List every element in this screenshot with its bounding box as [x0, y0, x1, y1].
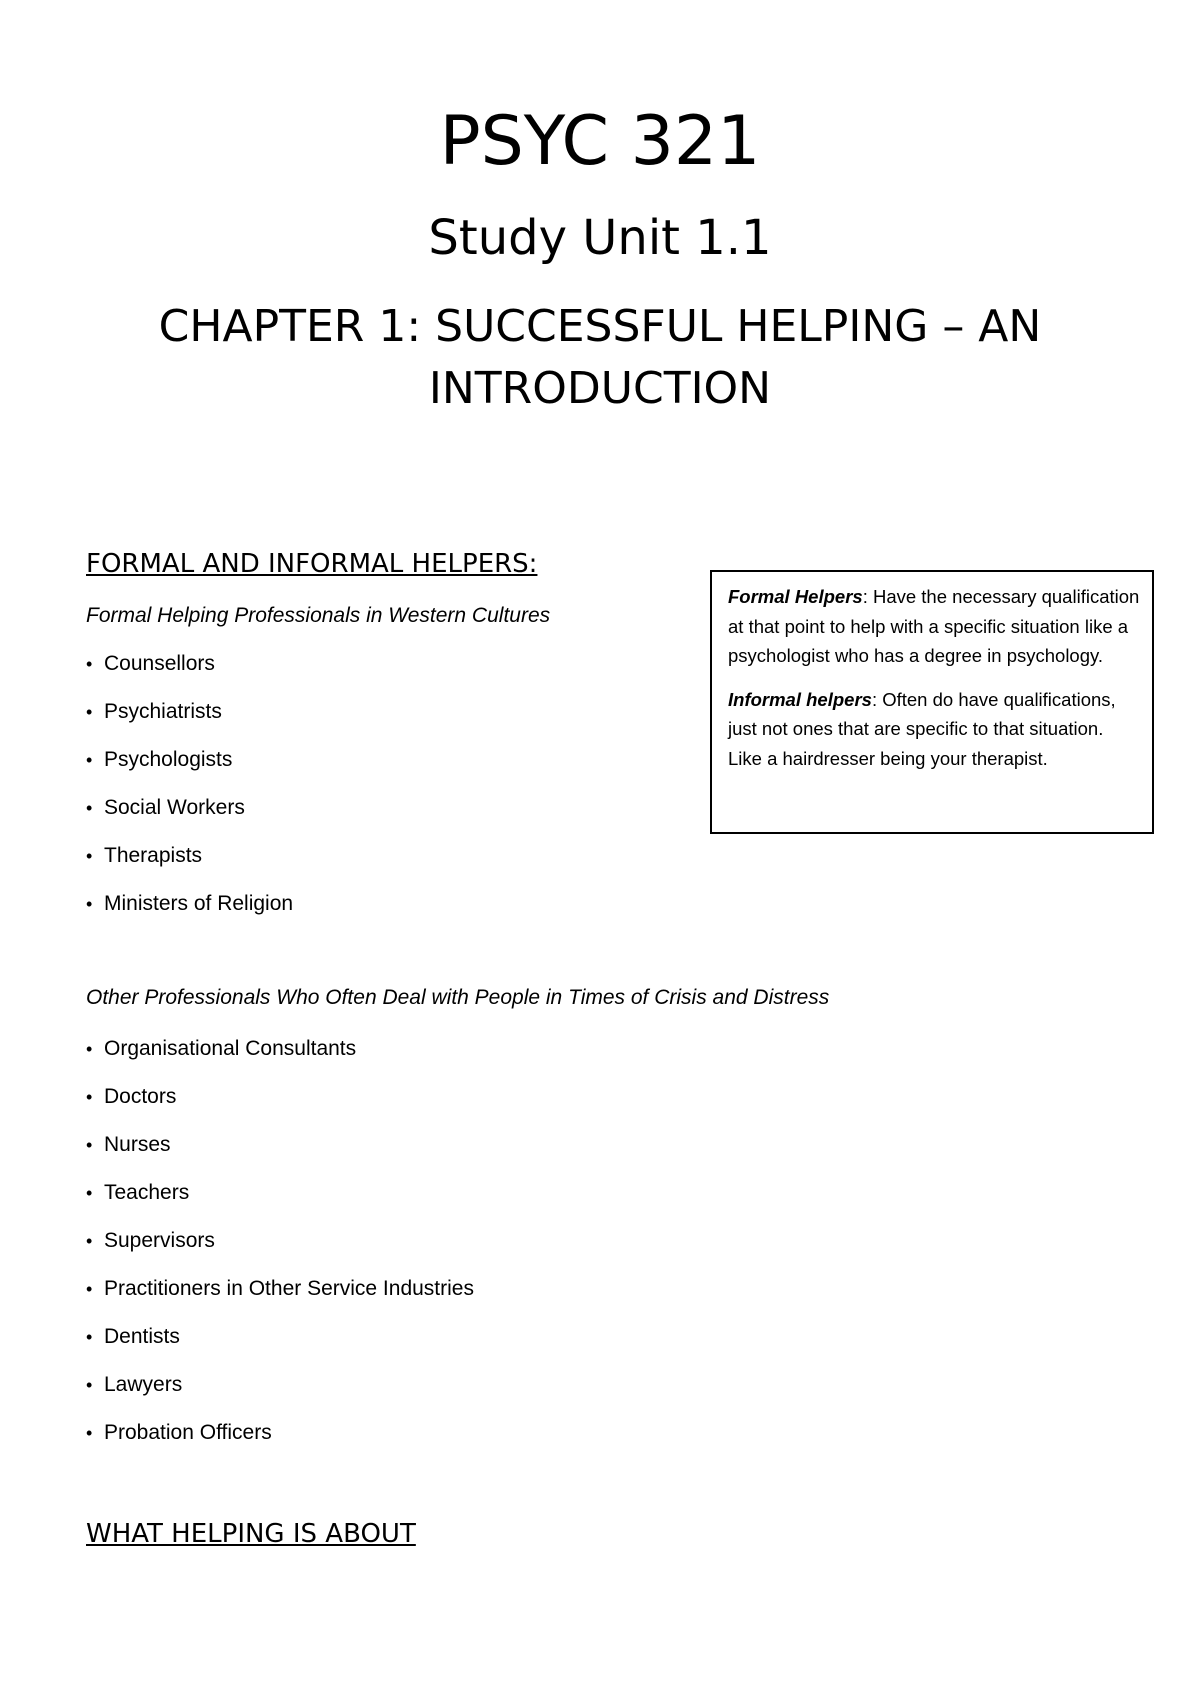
definition-box [710, 570, 1154, 834]
bullet-icon: • [86, 1423, 93, 1443]
list-item [86, 650, 293, 698]
bullet-icon: • [86, 1327, 93, 1347]
list-item-label: Practitioners in Other Service Industries [104, 1277, 474, 1300]
bullet-icon: • [86, 1279, 93, 1299]
formal-helpers-group-label: Formal Helping Professionals in Western Cultures [86, 604, 551, 627]
bullet-icon: • [86, 1231, 93, 1251]
list-item-label: Doctors [104, 1085, 177, 1108]
list-item [86, 1275, 474, 1323]
section-heading-formal-informal-helpers: FORMAL AND INFORMAL HELPERS: [86, 549, 538, 579]
bullet-icon: • [86, 798, 93, 818]
bullet-icon: • [86, 1039, 93, 1059]
list-item [86, 1083, 474, 1131]
list-item [86, 842, 293, 890]
list-item-label: Psychiatrists [104, 700, 222, 723]
list-item [86, 1035, 474, 1083]
list-item-label: Therapists [104, 844, 203, 867]
list-item-label: Organisational Consultants [104, 1037, 357, 1060]
list-item [86, 1323, 474, 1371]
list-item-label: Supervisors [104, 1229, 215, 1252]
bullet-icon: • [86, 1135, 93, 1155]
list-item [86, 890, 293, 938]
informal-helpers-text: : Often do have qualifications, just not ones that are specific to that situation. Like a hairdresser being your therapist. [728, 688, 1116, 769]
list-item-label: Teachers [104, 1181, 190, 1204]
list-item [86, 1131, 474, 1179]
list-item [86, 1179, 474, 1227]
bullet-icon: • [86, 1087, 93, 1107]
list-item [86, 1227, 474, 1275]
other-professionals-group-label: Other Professionals Who Often Deal with People in Times of Crisis and Distress [86, 986, 830, 1009]
bullet-icon: • [86, 894, 93, 914]
bullet-icon: • [86, 1375, 93, 1395]
formal-helpers-text: : Have the necessary qualification at that point to help with a specific situation like a psychologist who has a degree in psychology. [728, 586, 1140, 666]
list-item [86, 1371, 474, 1419]
course-title: PSYC 321 [439, 102, 761, 181]
section-heading-what-helping-is-about: WHAT HELPING IS ABOUT [86, 1519, 416, 1549]
formal-helpers-list [86, 650, 293, 938]
list-item-label: Counsellors [104, 652, 215, 675]
list-item-label: Dentists [104, 1325, 180, 1348]
list-item-label: Psychologists [104, 748, 233, 771]
list-item-label: Probation Officers [104, 1421, 272, 1444]
list-item [86, 1419, 474, 1467]
list-item [86, 698, 293, 746]
chapter-title: CHAPTER 1: SUCCESSFUL HELPING – AN INTRODUCTION [158, 301, 1042, 414]
bullet-icon: • [86, 702, 93, 722]
list-item [86, 746, 293, 794]
list-item-label: Nurses [104, 1133, 171, 1156]
informal-helpers-definition [728, 685, 1140, 774]
other-professionals-list [86, 1035, 474, 1467]
bullet-icon: • [86, 846, 93, 866]
informal-helpers-term: Informal helpers [728, 688, 872, 710]
formal-helpers-term: Formal Helpers [728, 586, 863, 607]
bullet-icon: • [86, 750, 93, 770]
list-item-label: Lawyers [104, 1373, 183, 1396]
list-item-label: Social Workers [104, 796, 245, 819]
unit-title: Study Unit 1.1 [428, 210, 772, 266]
formal-helpers-definition [728, 582, 1140, 671]
list-item [86, 794, 293, 842]
bullet-icon: • [86, 654, 93, 674]
bullet-icon: • [86, 1183, 93, 1203]
list-item-label: Ministers of Religion [104, 892, 294, 915]
